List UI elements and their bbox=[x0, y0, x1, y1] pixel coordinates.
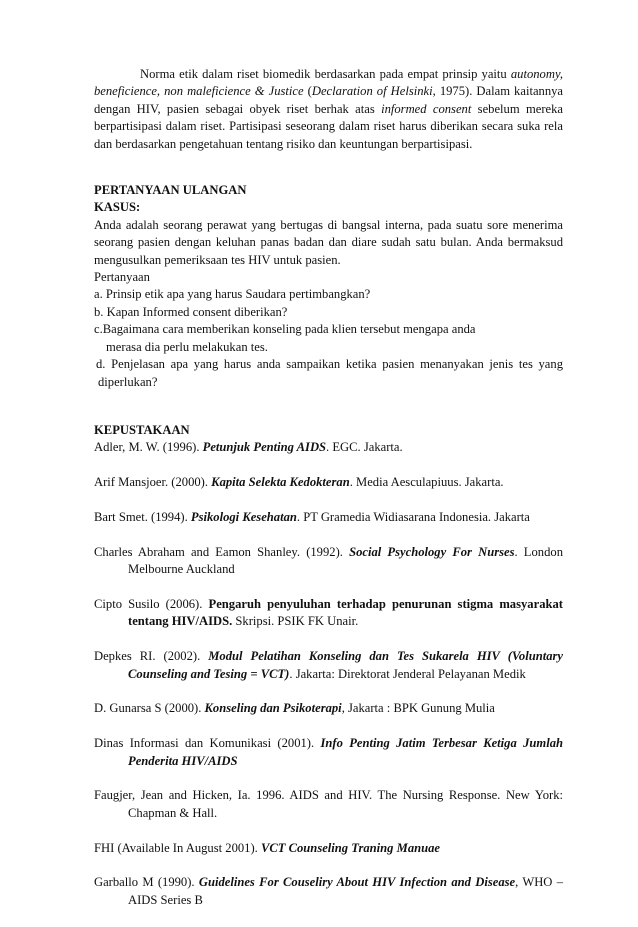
intro-paragraph bbox=[94, 66, 563, 153]
reference-item: D. Gunarsa S (2000). Konseling dan Psikoterapi, Jakarta : BPK Gunung Mulia bbox=[94, 701, 495, 716]
reference-item: Charles Abraham and Eamon Shanley. (1992). Social Psychology For Nurses. London Melbourne Auckland bbox=[94, 544, 563, 577]
questions-prompt: Pertanyaan bbox=[94, 270, 150, 285]
case-label: KASUS: bbox=[94, 200, 141, 215]
question-b: b. Kapan Informed consent diberikan? bbox=[94, 304, 288, 319]
intro-text-4: sebelum mereka berpartisipasi dalam riset. Partisipasi seseorang dalam riset harus diberikan secara suka rela dan berdasarkan pengetahuan tentang risiko dan keuntungan berpartisipasi. bbox=[94, 101, 564, 151]
reference-item: Garballo M (1990). Guidelines For Couseliry About HIV Infection and Disease, WHO – AIDS Series B bbox=[94, 875, 563, 907]
intro-text-1: Norma etik dalam riset biomedik berdasarkan pada empat prinsip yaitu bbox=[140, 67, 511, 81]
reference-item: Dinas Informasi dan Komunikasi (2001). Info Penting Jatim Terbesar Ketiga Jumlah Penderita HIV/AIDS bbox=[94, 736, 563, 768]
reference-item: Faugjer, Jean and Hicken, Ia. 1996. AIDS and HIV. The Nursing Response. New York: Chapman & Hall. bbox=[94, 788, 563, 820]
intro-principles: autonomy, beneficience, non maleficience & Justice bbox=[94, 67, 563, 99]
reference-item: Adler, M. W. (1996). Petunjuk Penting AIDS. EGC. Jakarta. bbox=[94, 440, 403, 455]
intro-text-3: , 1975). Dalam kaitannya dengan HIV, pasien sebagai obyek riset berhak atas bbox=[94, 84, 564, 116]
reference-item: Depkes RI. (2002). Modul Pelatihan Konseling dan Tes Sukarela HIV (Voluntary Counseling and Tesing = VCT). Jakarta: Direktorat Jenderal Pelayanan Medik bbox=[94, 649, 563, 681]
reference-item: Bart Smet. (1994). Psikologi Kesehatan. PT Gramedia Widiasarana Indonesia. Jakarta bbox=[94, 509, 530, 524]
intro-text-2: ( bbox=[303, 84, 312, 99]
question-c: c.Bagaimana cara memberikan konseling pada klien tersebut mengapa anda bbox=[94, 322, 476, 337]
intro-declaration: Declaration of Helsinki bbox=[311, 84, 433, 99]
reference-item: Cipto Susilo (2006). Pengaruh penyuluhan terhadap penurunan stigma masyarakat tentang HIV/AIDS. Skripsi. PSIK FK Unair. bbox=[94, 596, 563, 629]
reference-item: Arif Mansjoer. (2000). Kapita Selekta Kedokteran. Media Aesculapiuus. Jakarta. bbox=[94, 475, 504, 490]
question-a: a. Prinsip etik apa yang harus Saudara pertimbangkan? bbox=[94, 287, 371, 302]
reference-item: FHI (Available In August 2001). VCT Counseling Traning Manuae bbox=[94, 840, 441, 855]
questions-heading: PERTANYAAN ULANGAN bbox=[94, 183, 247, 198]
case-text: Anda adalah seorang perawat yang bertugas di bangsal interna, pada suatu sore menerima seorang pasien dengan keluhan panas badan dan diare sudah satu bulan. Anda bermaksud mengusulkan pemeriksaan tes HIV untuk pasien. bbox=[94, 217, 563, 267]
references-heading: KEPUSTAKAAN bbox=[94, 422, 190, 437]
question-d: d. Penjelasan apa yang harus anda sampaikan ketika pasien menanyakan jenis tes yang diperlukan? bbox=[96, 357, 563, 389]
question-c-continued: merasa dia perlu melakukan tes. bbox=[106, 339, 268, 354]
document-page bbox=[94, 66, 563, 927]
intro-informed-consent: informed consent bbox=[381, 101, 472, 116]
